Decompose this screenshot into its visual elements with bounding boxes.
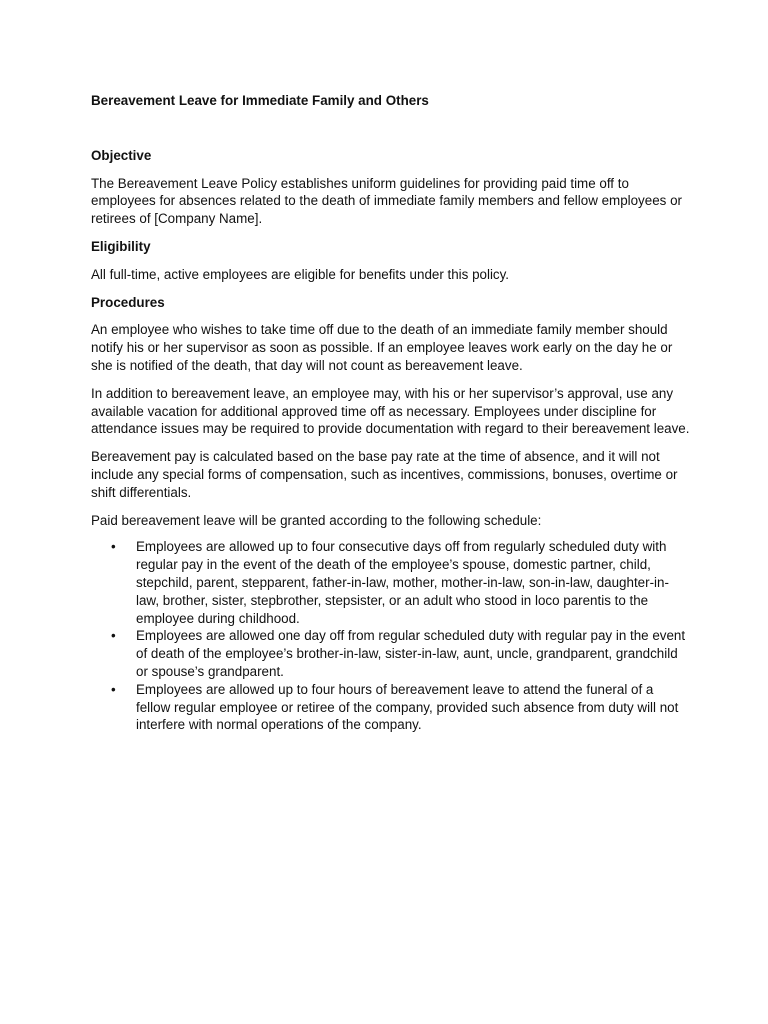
schedule-list-item <box>91 627 691 680</box>
eligibility-paragraph: All full-time, active employees are eligible for benefits under this policy. <box>91 266 510 282</box>
schedule-item-text: Employees are allowed one day off from regular scheduled duty with regular pay in the event of death of the employee’s brother-in-law, sister-in-law, aunt, uncle, grandparent, grandchild or spouse’s grandparent. <box>136 628 686 679</box>
procedures-paragraph-schedule-intro: Paid bereavement leave will be granted according to the following schedule: <box>91 512 542 528</box>
procedures-paragraph-notify: An employee who wishes to take time off due to the death of an immediate family member should notify his or her supervisor as soon as possible. If an employee leaves work early on the day he or she is notified of the death, that day will not count as bereavement leave. <box>91 322 673 373</box>
procedures-paragraph-pay: Bereavement pay is calculated based on the base pay rate at the time of absence, and it will not include any special forms of compensation, such as incentives, commissions, bonuses, overtime or shift differentials. <box>91 449 678 500</box>
schedule-item-text: Employees are allowed up to four hours of bereavement leave to attend the funeral of a fellow regular employee or retiree of the company, provided such absence from duty will not interfere with normal operations of the company. <box>136 681 679 733</box>
bullet-icon: • <box>111 539 116 555</box>
document-page <box>91 92 691 734</box>
objective-heading: Objective <box>91 147 152 163</box>
schedule-list <box>91 538 691 734</box>
schedule-list-item <box>91 538 691 627</box>
schedule-list-item <box>91 681 691 734</box>
procedures-paragraph-vacation: In addition to bereavement leave, an employee may, with his or her supervisor’s approval, use any available vacation for additional approved time off as necessary. Employees under discipline for attendance issues may be required to provide documentation with regard to their bereavement leave. <box>91 385 690 437</box>
procedures-heading: Procedures <box>91 294 165 310</box>
schedule-item-text: Employees are allowed up to four consecutive days off from regularly scheduled duty with regular pay in the event of the death of the employee’s spouse, domestic partner, child, stepchild, parent, stepparent, father-in-law, mother, mother-in-law, son-in-law, daughter-in-law, brother, sister, stepbrother, stepsister, or an adult who stood in loco parentis to the employee during childhood. <box>136 539 669 626</box>
document-title: Bereavement Leave for Immediate Family and Others <box>91 93 429 108</box>
objective-paragraph: The Bereavement Leave Policy establishes uniform guidelines for providing paid time off to employees for absences related to the death of immediate family members and fellow employees or retirees of [Company Name]. <box>91 175 682 227</box>
eligibility-heading: Eligibility <box>91 238 151 254</box>
bullet-icon: • <box>111 681 116 697</box>
bullet-icon: • <box>111 628 116 644</box>
